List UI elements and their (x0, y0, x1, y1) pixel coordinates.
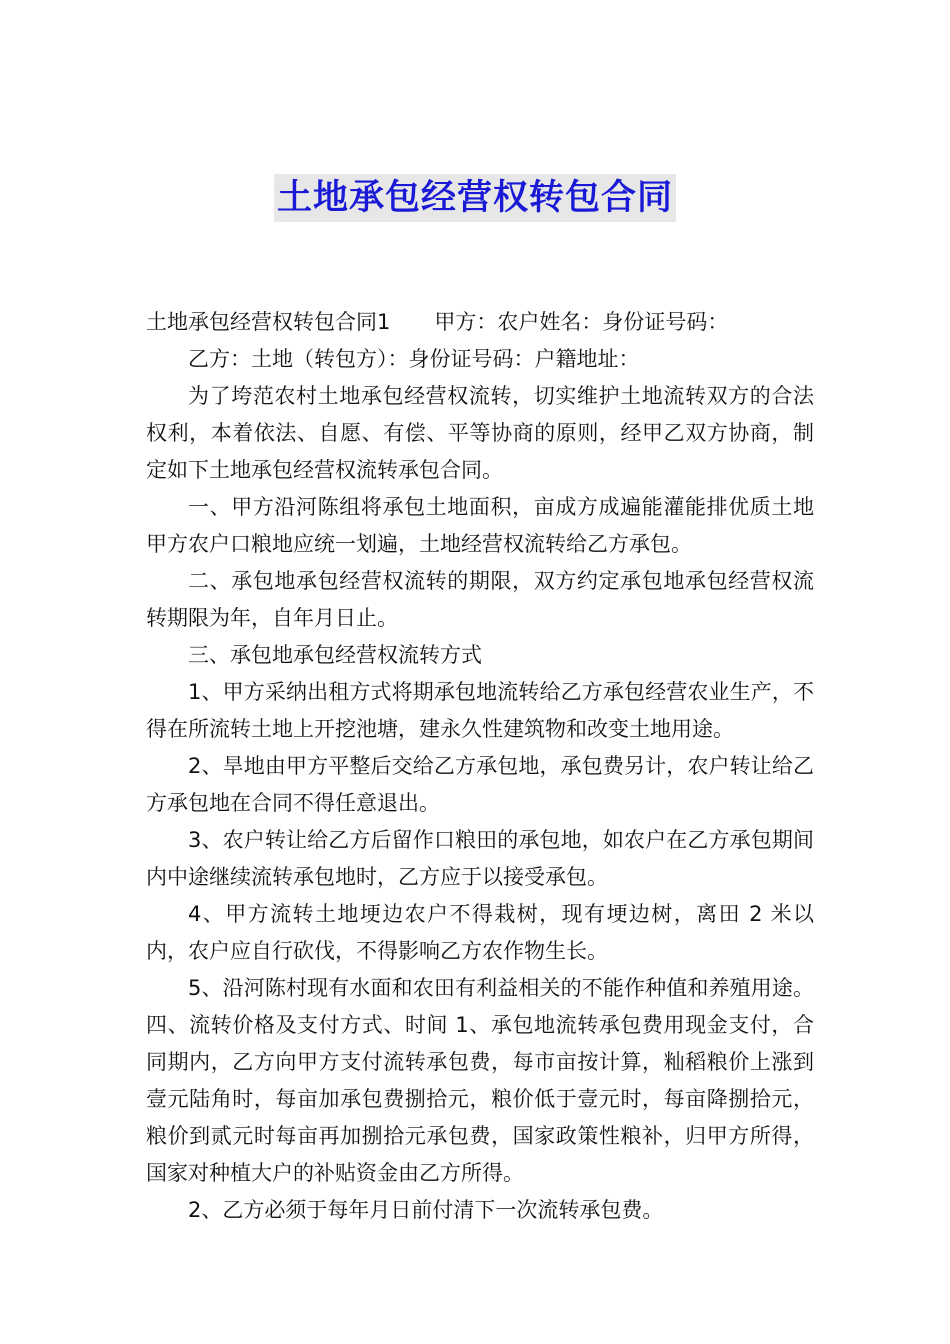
paragraph: 为了垮范农村土地承包经营权流转，切实维护土地流转双方的合法权利，本着依法、自愿、有偿、平等协商的原则，经甲乙双方协商，制定如下土地承包经营权流转承包合同。 (146, 384, 814, 482)
document-title: 土地承包经营权转包合同 (274, 174, 676, 222)
party-a-line: 甲方：农户姓名：身份证号码： (434, 310, 729, 334)
intro-line (146, 304, 814, 341)
paragraph: 1、甲方采纳出租方式将期承包地流转给乙方承包经营农业生产，不得在所流转土地上开挖池塘，建永久性建筑物和改变土地用途。 (146, 680, 814, 741)
paragraph: 三、承包地承包经营权流转方式 (188, 643, 482, 667)
paragraph: 5、沿河陈村现有水面和农田有利益相关的不能作种值和养殖用途。四、流转价格及支付方式、时间 1、承包地流转承包费用现金支付，合同期内，乙方向甲方支付流转承包费，每市亩按计算，籼稻粮价上涨到壹元陆角时，每亩加承包费捌拾元，粮价低于壹元时，每亩降捌拾元，粮价到贰元时每亩再加捌拾元承包费，国家政策性粮补，归甲方所得，国家对种植大户的补贴资金由乙方所得。 (146, 976, 814, 1185)
paragraph: 3、农户转让给乙方后留作口粮田的承包地，如农户在乙方承包期间内中途继续流转承包地时，乙方应于以接受承包。 (146, 828, 814, 889)
document-body (146, 304, 814, 1229)
contract-heading: 土地承包经营权转包合同1 (146, 310, 391, 334)
paragraph: 2、旱地由甲方平整后交给乙方承包地，承包费另计，农户转让给乙方承包地在合同不得任意退出。 (146, 754, 814, 815)
paragraph: 二、承包地承包经营权流转的期限，双方约定承包地承包经营权流转期限为年，自年月日止。 (146, 569, 814, 630)
paragraph: 4、甲方流转土地埂边农户不得栽树，现有埂边树，离田 2 米以内，农户应自行砍伐，不得影响乙方农作物生长。 (146, 902, 814, 963)
title-container (0, 174, 950, 222)
party-b-line: 乙方：土地（转包方）：身份证号码：户籍地址： (188, 347, 640, 371)
paragraph: 一、甲方沿河陈组将承包土地面积，亩成方成遍能灌能排优质土地甲方农户口粮地应统一划遍，土地经营权流转给乙方承包。 (146, 495, 814, 556)
paragraph: 2、乙方必须于每年月日前付清下一次流转承包费。 (188, 1198, 664, 1222)
